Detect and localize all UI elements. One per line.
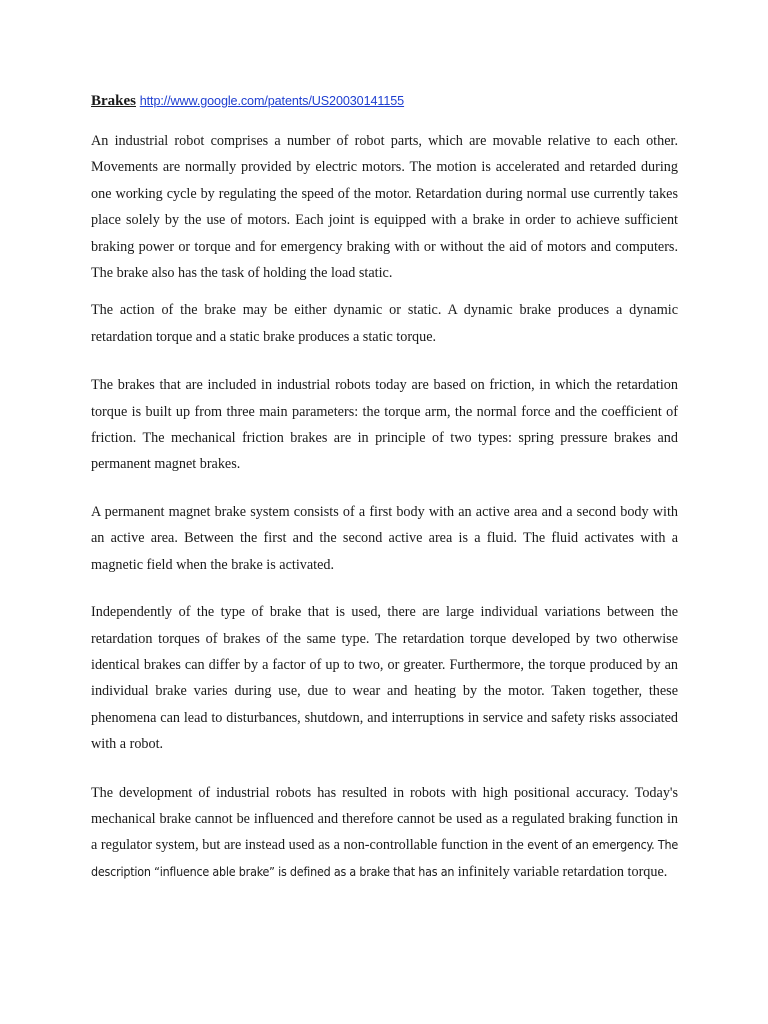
paragraph-development [91, 780, 678, 886]
document-heading [91, 88, 678, 114]
paragraph-brake-action: The action of the brake may be either dynamic or static. A dynamic brake produces a dynamic retardation torque and a static brake produces a static torque. [91, 302, 678, 345]
paragraph-magnet-brake: A permanent magnet brake system consists of a first body with an active area and a second body with an active area. Between the first and the second active area is a fluid. The fluid activates with a magnetic field when the brake is activated. [91, 503, 678, 573]
paragraph-torque-variation: Independently of the type of brake that is used, there are large individual variations between the retardation torques of brakes of the same type. The retardation torque developed by two otherwise identical brakes can differ by a factor of up to two, or greater. Furthermore, the torque produced by an individual brake varies during use, due to wear and heating by the motor. Taken together, these phenomena can lead to disturbances, shutdown, and interruptions in service and safety risks associated with a robot. [91, 604, 678, 753]
development-text-c: infinitely variable retardation torque. [457, 863, 668, 880]
paragraph-robot-parts: An industrial robot comprises a number of robot parts, which are movable relative to each other. Movements are normally provided by electric motors. The motion is accelerated and retarded during one working cycle by regulating the speed of the motor. Retardation during normal use currently takes place solely by the use of motors. Each joint is equipped with a brake in order to achieve sufficient braking power or torque and for emergency braking with or without the aid of motors and computers. The brake also has the task of holding the load static. [91, 133, 678, 282]
document-page [91, 88, 678, 885]
development-text-b: event of an emergency. The description “influence able brake” is defined as a brake that has an [91, 837, 678, 879]
development-text-a: The development of industrial robots has resulted in robots with high positional accuracy. Today's mechanical brake cannot be influenced and therefore cannot be used as a regulated braking function in a regulator system, but are instead used as a non-controllable function in the [91, 784, 678, 854]
paragraph-friction-brakes: The brakes that are included in industrial robots today are based on friction, in which the retardation torque is built up from three main parameters: the torque arm, the normal force and the coefficient of friction. The mechanical friction brakes are in principle of two types: spring pressure brakes and permanent magnet brakes. [91, 377, 678, 473]
patent-link[interactable]: http://www.google.com/patents/US20030141155 [139, 94, 405, 108]
heading-title: Brakes [91, 93, 136, 109]
